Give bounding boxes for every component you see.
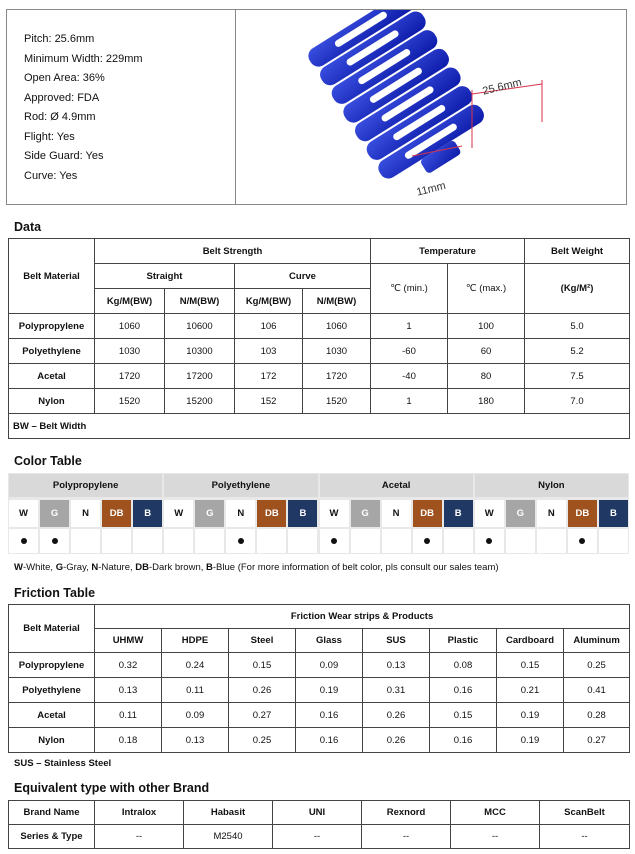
legend-code: N (91, 562, 99, 573)
dim-height-label: 11mm (415, 179, 448, 199)
cell: 0.19 (497, 703, 564, 728)
cell: 0.26 (363, 728, 430, 753)
color-swatch: W (475, 500, 504, 527)
color-availability-cell (475, 529, 504, 553)
fr-col: Aluminum (564, 629, 630, 653)
legend-text: -Dark brown, (149, 562, 207, 573)
eq-series: -- (362, 825, 451, 849)
hdr-curve: Curve (235, 264, 371, 289)
color-availability-cell (226, 529, 255, 553)
cell: 80 (448, 364, 525, 389)
row-material: Nylon (9, 728, 95, 753)
spec-curve: Curve: Yes (24, 169, 78, 182)
hdr-belt-weight: Belt Weight (525, 239, 630, 264)
cell: -40 (371, 364, 448, 389)
color-swatch: N (226, 500, 255, 527)
cell: 0.19 (497, 728, 564, 753)
cell: 1060 (303, 314, 371, 339)
spec-list (24, 30, 143, 186)
cell: 7.5 (525, 364, 630, 389)
color-availability-cell (257, 529, 286, 553)
color-section-title: Color Table (14, 454, 82, 468)
color-swatch: G (506, 500, 535, 527)
available-dot-icon (486, 538, 492, 544)
fr-hdr-group: Friction Wear strips & Products (95, 605, 630, 629)
belt-data-table (8, 238, 630, 439)
color-swatch: DB (413, 500, 442, 527)
cell: 1060 (95, 314, 165, 339)
cell: 17200 (165, 364, 235, 389)
color-swatch: N (537, 500, 566, 527)
legend-text: -Nature, (98, 562, 136, 573)
eq-brand: Habasit (184, 801, 273, 825)
hdr-temp-min: ℃ (min.) (371, 264, 448, 314)
color-group-header: Polyethylene (164, 474, 317, 497)
legend-text: -Blue (212, 562, 238, 573)
row-material: Acetal (9, 364, 95, 389)
color-swatch: G (351, 500, 380, 527)
data-section-title: Data (14, 220, 42, 234)
color-swatch: G (195, 500, 224, 527)
color-swatch: B (444, 500, 473, 527)
spec-min-width: Minimum Width: 229mm (24, 52, 143, 65)
fr-col: Cardboard (497, 629, 564, 653)
hdr-straight-kgm: Kg/M(BW) (95, 289, 165, 314)
eq-brand: UNI (273, 801, 362, 825)
available-dot-icon (52, 538, 58, 544)
row-material: Nylon (9, 389, 95, 414)
color-swatch: W (320, 500, 349, 527)
cell: 103 (235, 339, 303, 364)
spec-open-area: Open Area: 36% (24, 72, 105, 84)
sus-footnote: SUS – Stainless Steel (14, 758, 112, 769)
cell: 0.19 (296, 678, 363, 703)
hdr-belt-material: Belt Material (9, 239, 95, 314)
fr-col: Plastic (430, 629, 497, 653)
available-dot-icon (238, 538, 244, 544)
cell: 152 (235, 389, 303, 414)
cell: 0.11 (162, 678, 229, 703)
hdr-belt-strength: Belt Strength (95, 239, 371, 264)
color-availability-cell (537, 529, 566, 553)
cell: 0.09 (162, 703, 229, 728)
legend-code: W (14, 562, 23, 573)
cell: 0.16 (430, 678, 497, 703)
legend-code: G (55, 562, 64, 573)
table-row (9, 728, 630, 753)
cell: 0.16 (430, 728, 497, 753)
table-row (9, 389, 630, 414)
fr-col: Glass (296, 629, 363, 653)
color-swatch: W (164, 500, 193, 527)
cell: 1720 (95, 364, 165, 389)
available-dot-icon (331, 538, 337, 544)
table-row (9, 678, 630, 703)
cell: 0.08 (430, 653, 497, 678)
eq-series: -- (451, 825, 540, 849)
friction-table (8, 604, 630, 753)
cell: 0.25 (564, 653, 630, 678)
legend-note: (For more information of belt color, pls consult our sales team) (237, 562, 499, 573)
color-availability-cell (195, 529, 224, 553)
color-group-header: Polypropylene (9, 474, 162, 497)
color-swatch: DB (257, 500, 286, 527)
cell: 0.15 (430, 703, 497, 728)
table-row (9, 314, 630, 339)
color-group-header: Nylon (475, 474, 628, 497)
color-swatch: B (133, 500, 162, 527)
fr-col: UHMW (95, 629, 162, 653)
color-swatch: N (382, 500, 411, 527)
eq-series: -- (95, 825, 184, 849)
table-row (9, 653, 630, 678)
cell: 60 (448, 339, 525, 364)
color-swatch: N (71, 500, 100, 527)
color-availability-cell (382, 529, 411, 553)
cell: 100 (448, 314, 525, 339)
cell: 0.09 (296, 653, 363, 678)
cell: 0.28 (564, 703, 630, 728)
spec-side-guard: Side Guard: Yes (24, 150, 104, 162)
cell: 0.13 (363, 653, 430, 678)
cell: 0.16 (296, 728, 363, 753)
cell: 0.41 (564, 678, 630, 703)
cell: 0.15 (497, 653, 564, 678)
cell: 1 (371, 314, 448, 339)
cell: 172 (235, 364, 303, 389)
bw-footnote: BW – Belt Width (9, 414, 630, 439)
equivalent-section-title: Equivalent type with other Brand (14, 781, 210, 795)
eq-brand: ScanBelt (540, 801, 630, 825)
cell: 0.26 (363, 703, 430, 728)
color-swatch: W (9, 500, 38, 527)
cell: 1520 (95, 389, 165, 414)
color-swatch: G (40, 500, 69, 527)
cell: 0.15 (229, 653, 296, 678)
cell: 0.21 (497, 678, 564, 703)
dim-pitch-label: 25.6mm (481, 76, 523, 98)
cell: 0.32 (95, 653, 162, 678)
spec-pitch: Pitch: 25.6mm (24, 33, 95, 45)
equivalent-table (8, 800, 630, 849)
row-material: Acetal (9, 703, 95, 728)
fr-col: SUS (363, 629, 430, 653)
hdr-temperature: Temperature (371, 239, 525, 264)
color-availability-cell (133, 529, 162, 553)
cell: 1030 (95, 339, 165, 364)
fr-col: Steel (229, 629, 296, 653)
spec-rod: Rod: Ø 4.9mm (24, 111, 96, 123)
color-availability-cell (599, 529, 628, 553)
cell: 0.13 (162, 728, 229, 753)
cell: 0.31 (363, 678, 430, 703)
cell: 180 (448, 389, 525, 414)
color-swatch: B (288, 500, 317, 527)
spec-flight: Flight: Yes (24, 130, 75, 143)
cell: 0.26 (229, 678, 296, 703)
eq-label-series: Series & Type (9, 825, 95, 849)
eq-brand: Rexnord (362, 801, 451, 825)
spec-box (6, 9, 627, 205)
cell: 7.0 (525, 389, 630, 414)
belt-product-image (236, 10, 626, 204)
color-swatch: DB (568, 500, 597, 527)
spec-approved: Approved: FDA (24, 91, 100, 104)
eq-label-brand: Brand Name (9, 801, 95, 825)
available-dot-icon (579, 538, 585, 544)
hdr-straight: Straight (95, 264, 235, 289)
available-dot-icon (424, 538, 430, 544)
color-availability-cell (71, 529, 100, 553)
cell: 106 (235, 314, 303, 339)
cell: 0.11 (95, 703, 162, 728)
color-availability-cell (568, 529, 597, 553)
cell: 10600 (165, 314, 235, 339)
color-availability-cell (413, 529, 442, 553)
available-dot-icon (21, 538, 27, 544)
color-swatch: DB (102, 500, 131, 527)
legend-code: B (206, 562, 213, 573)
legend-text: -White, (22, 562, 56, 573)
row-material: Polyethylene (9, 339, 95, 364)
hdr-straight-nm: N/M(BW) (165, 289, 235, 314)
table-row (9, 364, 630, 389)
row-material: Polyethylene (9, 678, 95, 703)
cell: 1520 (303, 389, 371, 414)
hdr-temp-max: ℃ (max.) (448, 264, 525, 314)
eq-brand: Intralox (95, 801, 184, 825)
cell: 0.13 (95, 678, 162, 703)
table-row (9, 703, 630, 728)
cell: 1 (371, 389, 448, 414)
color-availability-cell (288, 529, 317, 553)
legend-code: DB (135, 562, 149, 573)
cell: 0.18 (95, 728, 162, 753)
hdr-weight-unit: (Kg/M²) (525, 264, 630, 314)
friction-section-title: Friction Table (14, 586, 96, 600)
table-row (9, 339, 630, 364)
color-swatch: B (599, 500, 628, 527)
cell: 5.0 (525, 314, 630, 339)
cell: -60 (371, 339, 448, 364)
color-availability-cell (9, 529, 38, 553)
cell: 1720 (303, 364, 371, 389)
color-availability-cell (351, 529, 380, 553)
color-legend (14, 562, 499, 573)
cell: 10300 (165, 339, 235, 364)
color-availability-cell (164, 529, 193, 553)
cell: 0.25 (229, 728, 296, 753)
hdr-curve-kgm: Kg/M(BW) (235, 289, 303, 314)
hdr-curve-nm: N/M(BW) (303, 289, 371, 314)
color-availability-cell (506, 529, 535, 553)
row-material: Polypropylene (9, 653, 95, 678)
row-material: Polypropylene (9, 314, 95, 339)
color-availability-cell (444, 529, 473, 553)
cell: 15200 (165, 389, 235, 414)
cell: 5.2 (525, 339, 630, 364)
eq-series: -- (273, 825, 362, 849)
cell: 0.24 (162, 653, 229, 678)
fr-col: HDPE (162, 629, 229, 653)
legend-text: -Gray, (63, 562, 92, 573)
color-availability-cell (320, 529, 349, 553)
color-table (8, 473, 629, 554)
eq-series: M2540 (184, 825, 273, 849)
color-availability-cell (40, 529, 69, 553)
cell: 0.27 (564, 728, 630, 753)
cell: 0.16 (296, 703, 363, 728)
eq-series: -- (540, 825, 630, 849)
cell: 0.27 (229, 703, 296, 728)
eq-brand: MCC (451, 801, 540, 825)
color-availability-cell (102, 529, 131, 553)
color-group-header: Acetal (320, 474, 473, 497)
cell: 1030 (303, 339, 371, 364)
fr-hdr-material: Belt Material (9, 605, 95, 653)
